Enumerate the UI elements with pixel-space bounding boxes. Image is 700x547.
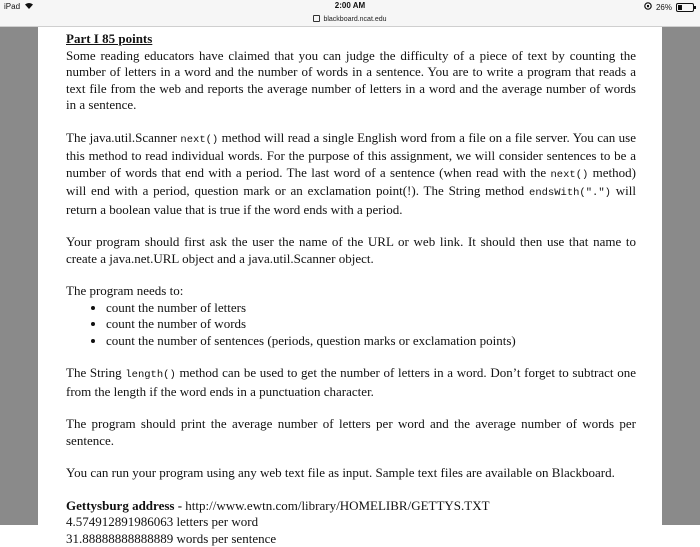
battery-percent: 26% [656, 3, 672, 12]
right-gutter [662, 27, 700, 525]
scanner-text-4: will return a boolean value that is true if the word ends with a period. [66, 183, 636, 217]
scanner-text-2: method will read a single English word from a file on a file server. You can use this method to read individual words. For the purpose of this assignment, we will consider sentences to be a number of words that end with a period. The last word of a sentence (when read with the [66, 130, 636, 180]
scanner-paragraph [66, 130, 636, 219]
letters-result: 4.57491289198606​3 letters per word [66, 514, 636, 531]
orientation-lock-icon [644, 2, 652, 12]
list-item: • count the number of words [106, 316, 636, 333]
length-text-2: method can be used to get the number of letters in a word. Don’t forget to subtract one from the length if the word ends in a punctuation character. [66, 365, 636, 399]
example-line [66, 498, 636, 515]
document-page[interactable] [38, 27, 662, 525]
example-label: Gettysburg address - [66, 498, 185, 513]
status-right [644, 2, 694, 12]
code-next-1: next() [180, 134, 218, 146]
list-item: • count the number of letters [106, 300, 636, 317]
needs-list [66, 300, 636, 350]
length-text-1: The String [66, 365, 125, 380]
status-time: 2:00 AM [0, 1, 700, 10]
document-content [66, 31, 636, 547]
code-endswith: endsWith(".") [529, 187, 611, 199]
length-paragraph [66, 365, 636, 400]
part-title: Part I 85 points [66, 31, 636, 48]
code-next-2: next() [551, 169, 589, 181]
needs-heading: The program needs to: [66, 283, 636, 300]
words-result: 31.88888888888889 words per sentence [66, 531, 636, 547]
battery-icon [676, 3, 694, 12]
print-paragraph: The program should print the average number of letters per word and the average number of words per sentence. [66, 416, 636, 449]
status-bar [0, 0, 700, 14]
lock-icon [313, 15, 320, 22]
left-gutter [0, 27, 38, 525]
address-bar[interactable] [0, 14, 700, 27]
list-item: • count the number of sentences (periods, question marks or exclamation points) [106, 333, 636, 350]
example-url[interactable]: http://www.ewtn.com/library/HOMELIBR/GETTYS.TXT [185, 498, 489, 513]
url-text: blackboard.ncat.edu [323, 16, 386, 23]
run-paragraph: You can run your program using any web text file as input. Sample text files are available on Blackboard. [66, 465, 636, 482]
intro-paragraph: Some reading educators have claimed that you can judge the difficulty of a piece of text by counting the number of letters in a word and the number of words in a sentence. You are to write a program that reads a text file from the web and reports the average number of letters in a word and the average number of words in a sentence. [66, 48, 636, 114]
scanner-text-1: The java.util.Scanner [66, 130, 180, 145]
scanner-text-3: method) will end with a period, question mark or an exclamation point(!). The String method [66, 165, 636, 199]
device-name: iPad [4, 2, 20, 11]
url-paragraph: Your program should first ask the user the name of the URL or web link. It should then use that name to create a java.net.URL object and a java.util.Scanner object. [66, 234, 636, 267]
code-length: length() [125, 369, 175, 381]
